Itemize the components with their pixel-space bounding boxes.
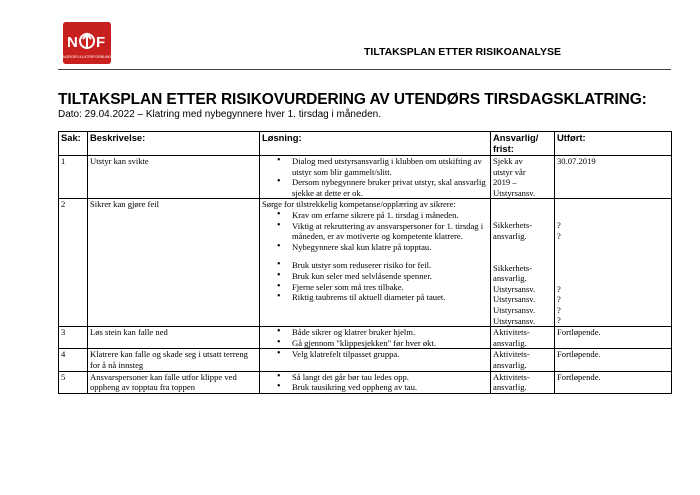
solution-item: • Krav om erfarne sikrere på 1. tirsdag i måneden.: [292, 210, 488, 221]
cell-utfort: Fortløpende.: [555, 327, 672, 349]
status-marker: ?: [557, 304, 561, 315]
cell-ansvarlig: Aktivitets- ansvarlig.: [491, 327, 555, 349]
status-marker: ?: [557, 220, 561, 231]
running-header-title: TILTAKSPLAN ETTER RISIKOANALYSE: [364, 46, 561, 58]
cell-utfort: Fortløpende.: [555, 371, 672, 393]
header-ansvarlig: Ansvarlig/ frist:: [491, 132, 555, 156]
solution-item: • Viktig at rekruttering av ansvarspersoner for 1. tirsdag i måneden, er av motiverte og kompetente klatrere.: [292, 221, 488, 242]
svg-text:F: F: [96, 34, 106, 51]
cell-ansvarlig: Aktivitets- ansvarlig.: [491, 371, 555, 393]
document-title: TILTAKSPLAN ETTER RISIKOVURDERING AV UTENDØRS TIRSDAGSKLATRING:: [58, 91, 647, 108]
cell-utfort: [555, 199, 672, 327]
cell-ansvarlig: Sikkerhets- ansvarlig. Sikkerhets- ansvarlig. Utstyrsansv. Utstyrsansv. Utstyrsansv. Utstyrsansv.: [491, 199, 555, 327]
table-row: [59, 349, 672, 371]
header-beskrivelse: Beskrivelse:: [88, 132, 260, 156]
cell-losning: [260, 199, 491, 327]
cell-losning: [260, 327, 491, 349]
solution-item: • Dersom nybegynnere bruker privat utstyr, skal ansvarlig sjekke at dette er ok.: [292, 177, 488, 198]
status-marker: ?: [557, 294, 561, 305]
table-header-row: [59, 132, 672, 156]
solution-item: • Dialog med utstyrsansvarlig i klubben om utskifting av utstyr som blir gammelt/slitt.: [292, 156, 488, 177]
cell-beskrivelse: Klatrere kan falle og skade seg i utsatt terreng for å nå innsteg: [88, 349, 260, 371]
table-row: [59, 371, 672, 393]
header-divider: [58, 69, 671, 70]
status-marker: ?: [557, 283, 561, 294]
svg-text:NORGES KLATREFORBUND: NORGES KLATREFORBUND: [63, 55, 111, 59]
solution-item: • Fjerne seler som må tres tilbake.: [292, 282, 488, 293]
solution-intro: Sørge for tilstrekkelig kompetanse/opplæring av sikrere:: [262, 199, 456, 210]
header-sak: Sak:: [59, 132, 88, 156]
status-marker: ?: [557, 315, 561, 326]
cell-sak: 3: [59, 327, 88, 349]
solution-item: • Gå gjennom "klippesjekken" før hver økt.: [292, 338, 488, 349]
document-subtitle: Dato: 29.04.2022 – Klatring med nybegynnere hver 1. tirsdag i måneden.: [58, 109, 381, 120]
header-utfort: Utført:: [555, 132, 672, 156]
status-marker: ?: [557, 230, 561, 241]
solution-item: • Nybegynnere skal kun klatre på topptau.: [292, 242, 488, 253]
solution-item: • Både sikrer og klatrer bruker hjelm.: [292, 327, 488, 338]
cell-utfort: Fortløpende.: [555, 349, 672, 371]
cell-sak: 1: [59, 156, 88, 199]
cell-beskrivelse: Utstyr kan svikte: [88, 156, 260, 199]
table-row: [59, 327, 672, 349]
cell-losning: [260, 349, 491, 371]
cell-utfort: 30.07.2019: [555, 156, 672, 199]
action-plan-table: [58, 131, 672, 394]
cell-sak: 2: [59, 199, 88, 327]
cell-losning: [260, 156, 491, 199]
cell-ansvarlig: Aktivitets- ansvarlig.: [491, 349, 555, 371]
cell-losning: [260, 371, 491, 393]
solution-item: • Velg klatrefelt tilpasset gruppa.: [292, 349, 488, 360]
solution-item: • Bruk kun seler med selvlåsende spenner.: [292, 271, 488, 282]
cell-ansvarlig: Sjekk av utstyr vår 2019 – Utstyrsansv.: [491, 156, 555, 199]
solution-item: • Bruk utstyr som reduserer risiko for feil.: [292, 260, 488, 271]
solution-item: • Så langt det går bør tau ledes opp.: [292, 372, 488, 383]
cell-beskrivelse: Løs stein kan falle ned: [88, 327, 260, 349]
header-losning: Løsning:: [260, 132, 491, 156]
cell-sak: 4: [59, 349, 88, 371]
table-row: [59, 199, 672, 327]
cell-sak: 5: [59, 371, 88, 393]
table-row: [59, 156, 672, 199]
solution-item: • Bruk tausikring ved oppheng av tau.: [292, 382, 488, 393]
cell-beskrivelse: Ansvarspersoner kan falle utfor klippe ved oppheng av topptau fra toppen: [88, 371, 260, 393]
svg-text:N: N: [67, 34, 78, 51]
solution-item: • Riktig taubrems til aktuell diameter på tauet.: [292, 292, 488, 303]
cell-beskrivelse: Sikrer kan gjøre feil: [88, 199, 260, 327]
